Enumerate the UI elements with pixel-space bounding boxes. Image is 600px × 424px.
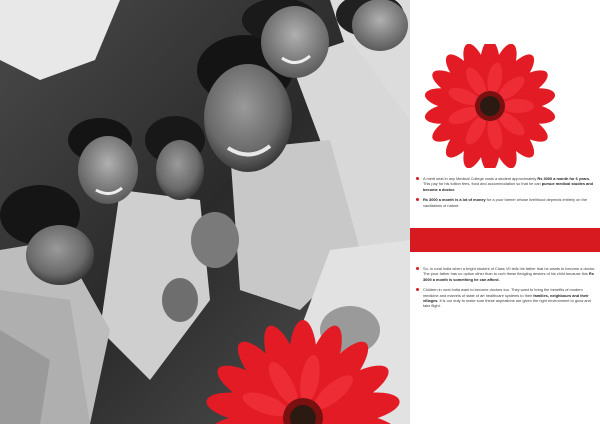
text-block-lower xyxy=(414,266,596,314)
red-gerbera-flower-bottom xyxy=(195,318,410,424)
paragraph-children-want-to-be-doctors: Children in rural India want to become doctors too. They want to bring the benefits of modern medicine and marvels of state of art healthcare systems to their families, neighbours and their villages. It is our duty to make sure these aspirations are given the right environment to grow and take flight. xyxy=(414,287,596,309)
text-block-upper xyxy=(414,176,596,213)
paragraph-merit-seat-cost: A merit seat in any Medical College costs a student approximately Rs 3000 a month for 6 years. This pay for his tuition fees, food and accommodation so that he can pursue medical studies and become a doctor. xyxy=(414,176,596,192)
paragraph-lot-of-money: Rs 3000 a month is a lot of money for a poor farmer whose livelihood depends entirely on the vacillations of nature. xyxy=(414,197,596,208)
paragraph-class-vii-student: So, in rural India when a bright student of Class VII tells his father that he wants to become a doctor. The poor father has no option other than to curb these fledgling desires of his child because this Rs 3000 a month is something he can afford. xyxy=(414,266,596,282)
red-bullet-icon xyxy=(416,288,419,291)
red-bullet-icon xyxy=(416,267,419,270)
red-bullet-icon xyxy=(416,177,419,180)
red-bullet-icon xyxy=(416,198,419,201)
red-accent-band xyxy=(410,228,600,252)
red-gerbera-flower-top xyxy=(420,44,560,168)
